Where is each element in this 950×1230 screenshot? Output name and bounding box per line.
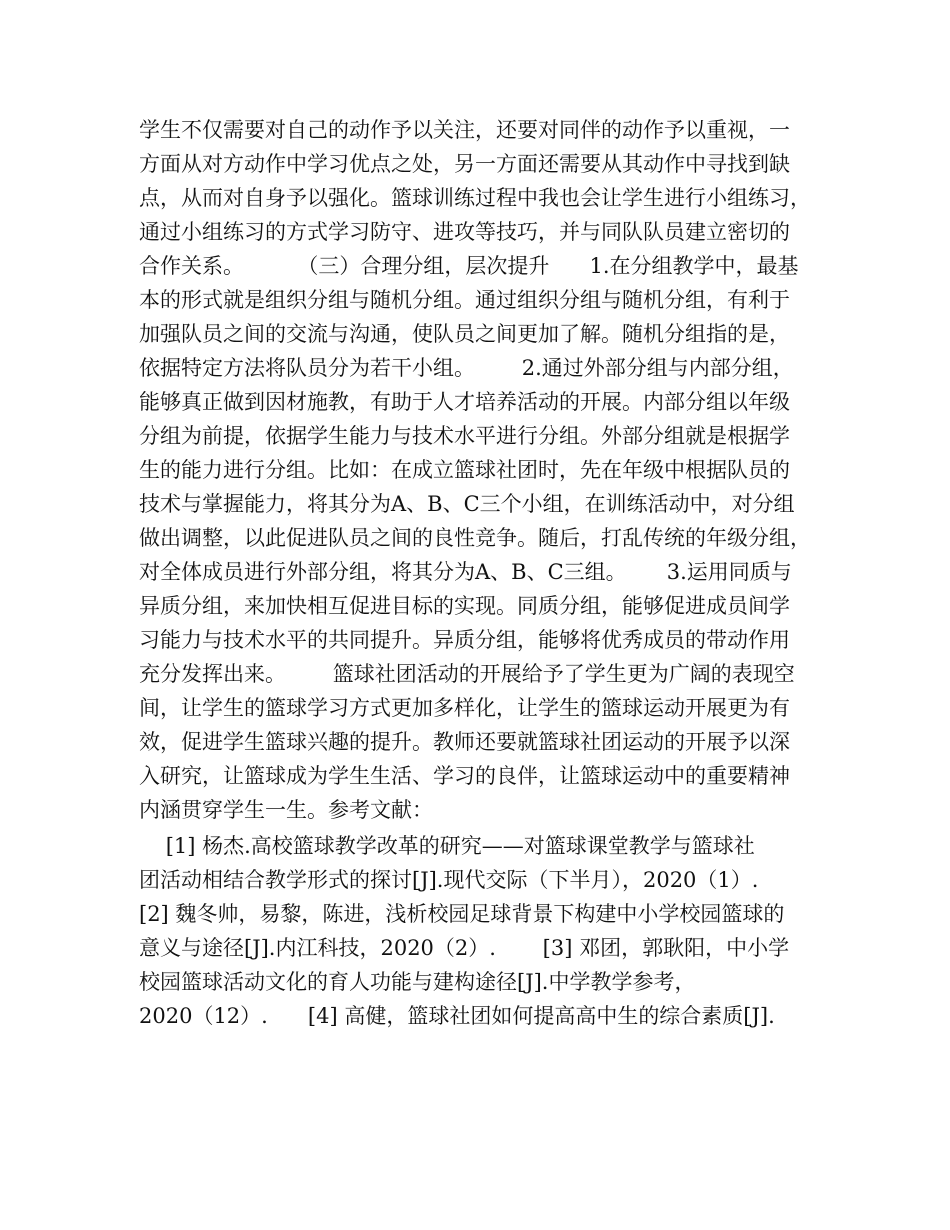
text-line: 习能力与技术水平的共同提升。异质分组，能够将优秀成员的带动作用 <box>139 628 790 652</box>
text-line: 内涵贯穿学生一生。参考文献： <box>139 798 433 822</box>
text-line: 能够真正做到因材施教，有助于人才培养活动的开展。内部分组以年级 <box>139 390 790 414</box>
text-line: 间，让学生的篮球学习方式更加多样化，让学生的篮球运动开展更为有 <box>139 696 790 720</box>
text-line: 点，从而对自身予以强化。篮球训练过程中我也会让学生进行小组练习， <box>139 186 811 210</box>
text-line: 异质分组，来加快相互促进目标的实现。同质分组，能够促进成员间学 <box>139 594 790 618</box>
text-line: 依据特定方法将队员分为若干小组。 2.通过外部分组与内部分组， <box>139 356 794 380</box>
reference-line: 团活动相结合教学形式的探讨[J].现代交际（下半月），2020（1）. <box>139 868 759 892</box>
reference-line: [1] 杨杰.高校篮球教学改革的研究——对篮球课堂教学与篮球社 <box>139 834 755 858</box>
reference-line: 校园篮球活动文化的育人功能与建构途径[J].中学教学参考， <box>139 970 696 994</box>
text-line: 本的形式就是组织分组与随机分组。通过组织分组与随机分组，有利于 <box>139 288 790 312</box>
text-line: 效，促进学生篮球兴趣的提升。教师还要就篮球社团运动的开展予以深 <box>139 730 790 754</box>
text-line: 方面从对方动作中学习优点之处，另一方面还需要从其动作中寻找到缺 <box>139 152 790 176</box>
text-line: 入研究，让篮球成为学生生活、学习的良伴，让篮球运动中的重要精神 <box>139 764 790 788</box>
reference-line: [2] 魏冬帅，易黎，陈进，浅析校园足球背景下构建中小学校园篮球的 <box>139 902 785 926</box>
text-line: 生的能力进行分组。比如：在成立篮球社团时，先在年级中根据队员的 <box>139 458 790 482</box>
text-line: 学生不仅需要对自己的动作予以关注，还要对同伴的动作予以重视，一 <box>139 118 790 142</box>
text-line: 技术与掌握能力，将其分为A、B、C三个小组，在训练活动中，对分组 <box>139 492 795 516</box>
text-line: 通过小组练习的方式学习防守、进攻等技巧，并与同队队员建立密切的 <box>139 220 790 244</box>
text-line: 合作关系。 （三）合理分组，层次提升 1.在分组教学中，最基 <box>139 254 799 278</box>
text-line: 对全体成员进行外部分组，将其分为A、B、C三组。 3.运用同质与 <box>139 560 792 584</box>
reference-line: 2020（12）. [4] 高健，篮球社团如何提高高中生的综合素质[J]. <box>139 1004 775 1028</box>
text-line: 加强队员之间的交流与沟通，使队员之间更加了解。随机分组指的是， <box>139 322 790 346</box>
reference-line: 意义与途径[J].内江科技，2020（2）. [3] 邓团，郭耿阳，中小学 <box>139 936 790 960</box>
text-line: 分组为前提，依据学生能力与技术水平进行分组。外部分组就是根据学 <box>139 424 790 448</box>
text-line: 充分发挥出来。 篮球社团活动的开展给予了学生更为广阔的表现空 <box>139 662 795 686</box>
text-line: 做出调整，以此促进队员之间的良性竞争。随后，打乱传统的年级分组， <box>139 526 811 550</box>
